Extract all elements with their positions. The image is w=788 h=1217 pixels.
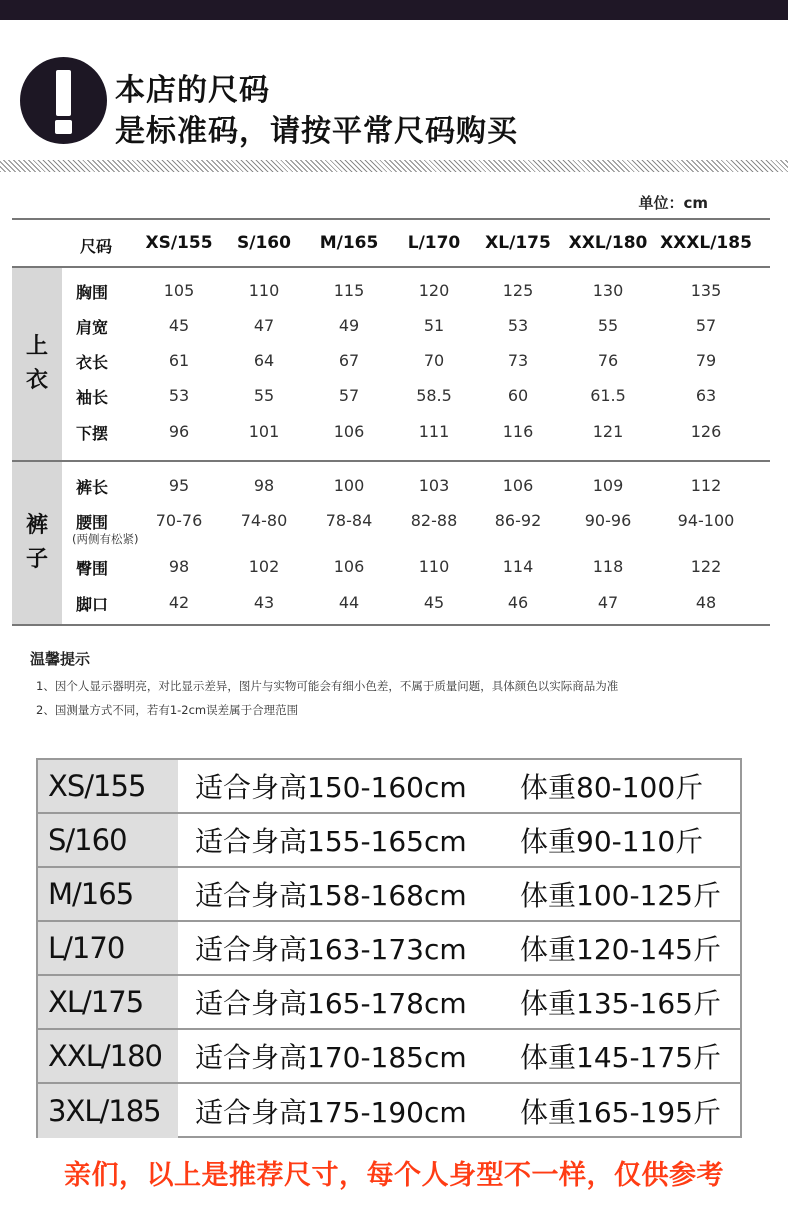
measurement-value: 74-80: [240, 511, 288, 530]
recommended-weight: 体重145-175斤: [520, 1041, 721, 1074]
measurement-value: 45: [423, 593, 445, 612]
recommended-height: 适合身高170-185cm: [195, 1041, 467, 1074]
recommendation-row: [38, 1084, 740, 1138]
measurement-label: 袖长: [76, 388, 109, 407]
recommended-weight: 体重100-125斤: [520, 879, 721, 912]
measurement-value: 70: [423, 351, 445, 370]
measurement-value: 55: [597, 316, 619, 335]
tip-item: 1、因个人显示器明亮，对比显示差异，图片与实物可能会有细小色差，不属于质量问题，具体颜色以实际商品为准: [36, 679, 619, 693]
measurement-value: 105: [163, 281, 195, 300]
measurement-value: 115: [333, 281, 365, 300]
measurement-value: 118: [592, 557, 624, 576]
measurement-label: 腰围: [76, 513, 109, 532]
measurement-value: 106: [502, 476, 534, 495]
size-column-header: XXL/180: [568, 233, 648, 253]
measurement-value: 110: [248, 281, 280, 300]
measurement-value: 102: [248, 557, 280, 576]
measurement-label: 脚口: [76, 595, 109, 614]
measurement-value: 100: [333, 476, 365, 495]
measurement-value: 46: [507, 593, 529, 612]
hatch-divider: [0, 160, 788, 172]
table-rule-header: [12, 266, 770, 268]
tip-item: 2、国测量方式不同，若有1-2cm误差属于合理范围: [36, 703, 299, 717]
recommended-size: XXL/180: [38, 1030, 178, 1082]
measurement-value: 126: [690, 422, 722, 441]
measurement-value: 53: [507, 316, 529, 335]
measurement-value: 135: [690, 281, 722, 300]
measurement-value: 60: [507, 386, 529, 405]
measurement-value: 116: [502, 422, 534, 441]
measurement-value: 70-76: [155, 511, 203, 530]
measurement-value: 114: [502, 557, 534, 576]
measurement-value: 130: [592, 281, 624, 300]
recommended-weight: 体重135-165斤: [520, 987, 721, 1020]
measurement-value: 73: [507, 351, 529, 370]
recommended-height: 适合身高150-160cm: [195, 771, 467, 804]
measurement-value: 43: [253, 593, 275, 612]
recommendation-row: [38, 814, 740, 868]
measurement-value: 86-92: [494, 511, 542, 530]
recommended-size: XL/175: [38, 976, 178, 1028]
measurement-label: 胸围: [76, 283, 109, 302]
measurement-value: 57: [338, 386, 360, 405]
measurement-value: 53: [168, 386, 190, 405]
recommended-size: S/160: [38, 814, 178, 866]
measurement-value: 45: [168, 316, 190, 335]
measurement-value: 122: [690, 557, 722, 576]
measurement-value: 76: [597, 351, 619, 370]
measurement-value: 121: [592, 422, 624, 441]
size-column-header: XL/175: [485, 233, 551, 253]
measurement-value: 51: [423, 316, 445, 335]
measurement-value: 94-100: [677, 511, 735, 530]
recommended-size: 3XL/185: [38, 1084, 178, 1138]
measurement-value: 109: [592, 476, 624, 495]
recommended-weight: 体重90-110斤: [520, 825, 704, 858]
recommended-weight: 体重80-100斤: [520, 771, 704, 804]
measurement-value: 55: [253, 386, 275, 405]
measurement-value: 79: [695, 351, 717, 370]
category-tops: [12, 268, 62, 460]
category-tops-label: 上衣: [25, 334, 48, 393]
measurement-value: 125: [502, 281, 534, 300]
table-rule-top: [12, 218, 770, 220]
size-header-label: 尺码: [80, 237, 113, 256]
exclamation-dot: [55, 120, 72, 134]
table-rule-group: [12, 460, 770, 462]
measurement-label: 裤长: [76, 478, 109, 497]
measurement-value: 98: [168, 557, 190, 576]
measurement-value: 44: [338, 593, 360, 612]
measurement-value: 111: [418, 422, 450, 441]
recommended-height: 适合身高165-178cm: [195, 987, 467, 1020]
measurement-value: 90-96: [584, 511, 632, 530]
recommended-height: 适合身高158-168cm: [195, 879, 467, 912]
measurement-value: 47: [253, 316, 275, 335]
measurement-value: 96: [168, 422, 190, 441]
measurement-value: 42: [168, 593, 190, 612]
exclamation-bar: [56, 70, 71, 116]
measurement-value: 120: [418, 281, 450, 300]
measurement-value: 58.5: [416, 386, 452, 405]
recommended-height: 适合身高175-190cm: [195, 1096, 467, 1129]
recommendation-row: [38, 868, 740, 922]
top-bar: [0, 0, 788, 20]
measurement-label: 下摆: [76, 424, 109, 443]
recommended-size: M/165: [38, 868, 178, 920]
measurement-value: 101: [248, 422, 280, 441]
measurement-label: 衣长: [76, 353, 109, 372]
measurement-value: 48: [695, 593, 717, 612]
notice-header: [20, 55, 780, 150]
recommended-size: XS/155: [38, 760, 178, 812]
measurement-value: 64: [253, 351, 275, 370]
tips-title: 温馨提示: [30, 650, 91, 668]
unit-label: 单位：cm: [638, 194, 708, 212]
recommended-height: 适合身高155-165cm: [195, 825, 467, 858]
recommendation-row: [38, 760, 740, 814]
measurement-value: 82-88: [410, 511, 458, 530]
size-column-header: XS/155: [145, 233, 213, 253]
recommended-weight: 体重165-195斤: [520, 1096, 721, 1129]
measurement-value: 103: [418, 476, 450, 495]
measurement-value: 61: [168, 351, 190, 370]
measurement-value: 61.5: [590, 386, 626, 405]
measurement-value: 57: [695, 316, 717, 335]
exclamation-icon: [20, 57, 107, 144]
recommended-height: 适合身高163-173cm: [195, 933, 467, 966]
measurement-value: 106: [333, 557, 365, 576]
measurement-value: 63: [695, 386, 717, 405]
measurement-value: 98: [253, 476, 275, 495]
measurement-value: 95: [168, 476, 190, 495]
size-column-header: S/160: [237, 233, 291, 253]
category-pants-label: 裤子: [25, 513, 48, 572]
size-column-header: XXXL/185: [660, 233, 752, 253]
recommendation-row: [38, 976, 740, 1030]
size-column-header: M/165: [319, 233, 379, 253]
recommended-size: L/170: [38, 922, 178, 974]
measurement-value: 78-84: [325, 511, 373, 530]
size-recommendation-table: [36, 758, 742, 1138]
table-rule-bottom: [12, 624, 770, 626]
measurement-sublabel: (两侧有松紧): [72, 532, 139, 546]
measurement-label: 肩宽: [76, 318, 109, 337]
footer-note: 亲们，以上是推荐尺寸，每个人身型不一样，仅供参考: [64, 1160, 724, 1191]
notice-line-2: 是标准码，请按平常尺码购买: [115, 114, 518, 149]
recommendation-row: [38, 922, 740, 976]
category-pants: [12, 462, 62, 624]
size-column-header: L/170: [407, 233, 461, 253]
measurement-value: 47: [597, 593, 619, 612]
measurement-value: 110: [418, 557, 450, 576]
notice-line-1: 本店的尺码: [115, 73, 270, 108]
size-chart-table: [12, 218, 770, 626]
measurement-value: 49: [338, 316, 360, 335]
recommendation-row: [38, 1030, 740, 1084]
measurement-value: 106: [333, 422, 365, 441]
measurement-value: 112: [690, 476, 722, 495]
measurement-value: 67: [338, 351, 360, 370]
measurement-label: 臀围: [76, 559, 109, 578]
recommended-weight: 体重120-145斤: [520, 933, 721, 966]
